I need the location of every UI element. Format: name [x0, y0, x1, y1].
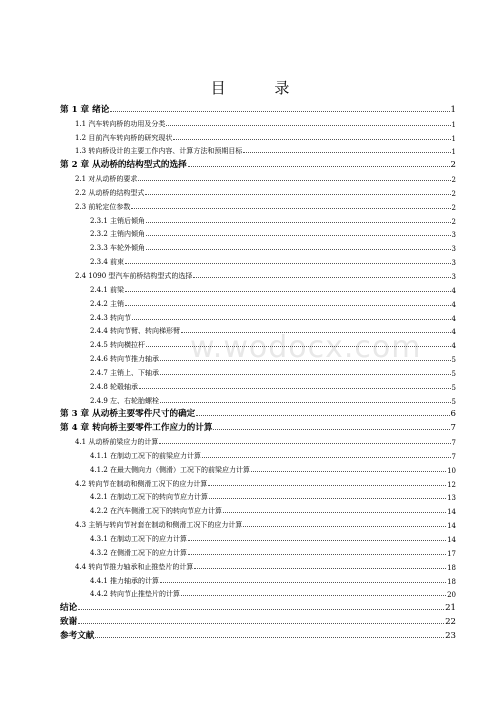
toc-entry-label: 4.3 主销与转向节衬套在制动和侧滑工况下的应力计算: [75, 521, 243, 530]
toc-entry[interactable]: [60, 406, 456, 420]
toc-entry[interactable]: [60, 558, 456, 572]
toc-entry-page: 7: [451, 452, 456, 461]
toc-entry-page: 4: [451, 286, 456, 295]
toc-dot-leader: [181, 332, 450, 333]
toc-dot-leader: [78, 623, 444, 624]
toc-entry-page: 3: [451, 259, 456, 268]
toc-entry[interactable]: [60, 143, 456, 157]
toc-entry-page: 13: [447, 494, 456, 503]
toc-entry[interactable]: [60, 295, 456, 309]
toc-dot-leader: [146, 346, 450, 347]
toc-dot-leader: [173, 139, 450, 140]
toc-dot-leader: [166, 125, 450, 126]
toc-entry[interactable]: [60, 378, 456, 392]
toc-entry-label: 2.4.1 前梁: [90, 285, 125, 294]
toc-entry-page: 2: [451, 189, 456, 198]
toc-entry[interactable]: [60, 198, 456, 212]
toc-entry-label: 第 1 章 绪论: [60, 104, 110, 115]
toc-dot-leader: [188, 554, 446, 555]
toc-dot-leader: [243, 526, 446, 527]
toc-dot-leader: [139, 388, 450, 389]
toc-dot-leader: [188, 166, 450, 167]
toc-entry[interactable]: [60, 309, 456, 323]
toc-entry[interactable]: [60, 572, 456, 586]
toc-entry-label: 致谢: [60, 617, 78, 628]
toc-dot-leader: [145, 194, 450, 195]
toc-dot-leader: [188, 540, 446, 541]
toc-entry-page: 14: [447, 508, 456, 517]
toc-entry[interactable]: [60, 212, 456, 226]
toc-entry[interactable]: [60, 392, 456, 406]
toc-entry-label: 第 3 章 从动桥主要零件尺寸的确定: [60, 409, 196, 420]
toc-entry-page: 1: [451, 120, 456, 129]
toc-entry-label: 2.4.6 转向节推力轴承: [90, 355, 160, 364]
toc-entry-page: 1: [451, 148, 456, 157]
toc-entry-label: 4.1.1 在制动工况下的前梁应力计算: [90, 451, 202, 460]
toc-entry[interactable]: [60, 170, 456, 184]
toc-dot-leader: [132, 319, 450, 320]
toc-entry-page: 2: [450, 160, 456, 171]
toc-entry-page: 6: [450, 409, 456, 420]
toc-entry-page: 14: [447, 522, 456, 531]
table-of-contents: [60, 101, 456, 641]
toc-entry-page: 5: [451, 397, 456, 406]
toc-entry[interactable]: [60, 253, 456, 267]
toc-dot-leader: [159, 443, 450, 444]
toc-dot-leader: [146, 222, 450, 223]
toc-entry-label: 2.4.7 主销上、下轴承: [90, 368, 160, 377]
toc-entry-label: 2.2 从动桥的结构型式: [75, 188, 145, 197]
toc-dot-leader: [131, 208, 450, 209]
toc-entry-page: 7: [451, 439, 456, 448]
toc-dot-leader: [213, 429, 449, 430]
toc-entry[interactable]: [60, 239, 456, 253]
toc-entry-page: 23: [445, 630, 456, 641]
toc-dot-leader: [146, 235, 450, 236]
watermark: w.wodocx.com: [190, 330, 422, 365]
toc-entry[interactable]: [60, 502, 456, 516]
toc-entry-page: 5: [451, 383, 456, 392]
toc-entry-page: 1: [450, 104, 456, 115]
toc-entry-label: 4.1 从动桥前梁应力的计算: [75, 438, 159, 447]
toc-dot-leader: [251, 471, 446, 472]
toc-entry[interactable]: [60, 364, 456, 378]
toc-entry-page: 2: [451, 176, 456, 185]
toc-entry[interactable]: [60, 129, 456, 143]
toc-entry-label: 4.1.2 在最大侧向力（侧滑）工况下的前梁应力计算: [90, 465, 251, 474]
toc-dot-leader: [125, 263, 450, 264]
toc-entry-label: 4.2.1 在制动工况下的转向节应力计算: [90, 493, 209, 502]
toc-dot-leader: [208, 485, 446, 486]
toc-entry-page: 3: [451, 245, 456, 254]
toc-entry-label: 第 4 章 转向桥主要零件工作应力的计算: [60, 423, 213, 434]
toc-dot-leader: [160, 360, 450, 361]
toc-entry[interactable]: [60, 586, 456, 600]
toc-entry-page: 7: [450, 423, 456, 434]
toc-entry[interactable]: [60, 530, 456, 544]
toc-dot-leader: [110, 111, 449, 112]
toc-entry-label: 4.4 转向节推力轴承和止推垫片的计算: [75, 562, 194, 571]
toc-dot-leader: [196, 415, 449, 416]
toc-entry[interactable]: [60, 419, 456, 433]
toc-entry-page: 1: [451, 134, 456, 143]
toc-dot-leader: [193, 277, 450, 278]
toc-dot-leader: [160, 374, 450, 375]
toc-entry[interactable]: [60, 433, 456, 447]
toc-entry-page: 4: [451, 314, 456, 323]
toc-entry[interactable]: [60, 489, 456, 503]
toc-entry-label: 结论: [60, 603, 78, 614]
toc-entry[interactable]: [60, 544, 456, 558]
toc-entry[interactable]: [60, 350, 456, 364]
toc-dot-leader: [202, 457, 450, 458]
toc-entry-page: 3: [451, 272, 456, 281]
toc-entry-page: 14: [447, 536, 456, 544]
toc-entry[interactable]: [60, 447, 456, 461]
toc-entry[interactable]: [60, 613, 456, 627]
toc-entry-label: 2.4 1090 型汽车前桥结构型式的选择: [75, 271, 193, 280]
toc-entry-label: 2.4.4 转向节臂、转向梯形臂: [90, 327, 181, 336]
toc-entry-page: 4: [451, 300, 456, 309]
toc-dot-leader: [160, 582, 446, 583]
toc-entry-label: 2.3.4 前束: [90, 258, 125, 267]
toc-entry[interactable]: [60, 461, 456, 475]
toc-entry-label: 4.4.2 转向节止推垫片的计算: [90, 590, 181, 599]
toc-entry-label: 2.3.3 车轮外倾角: [90, 244, 146, 253]
toc-entry-label: 2.4.9 左、右轮胎螺栓: [90, 396, 160, 405]
toc-entry-label: 2.4.5 转向横拉杆: [90, 341, 146, 350]
toc-entry[interactable]: [60, 156, 456, 170]
toc-entry-page: 5: [451, 369, 456, 378]
toc-entry[interactable]: [60, 101, 456, 115]
toc-entry-page: 17: [447, 549, 456, 558]
toc-entry-label: 参考文献: [60, 630, 95, 641]
toc-entry-page: 20: [447, 591, 456, 600]
toc-title: 目 录: [210, 79, 312, 97]
toc-dot-leader: [125, 291, 450, 292]
toc-entry-page: 3: [451, 231, 456, 240]
toc-entry-label: 第 2 章 从动桥的结构型式的选择: [60, 160, 187, 171]
toc-entry-page: 4: [451, 342, 456, 351]
toc-entry[interactable]: [60, 336, 456, 350]
toc-entry-page: 4: [451, 328, 456, 337]
toc-entry[interactable]: [60, 323, 456, 337]
toc-dot-leader: [138, 180, 450, 181]
toc-dot-leader: [146, 249, 450, 250]
toc-entry-label: 4.3.1 在制动工况下的应力计算: [90, 535, 188, 543]
toc-entry-label: 2.4.2 主销: [90, 299, 125, 308]
toc-entry-page: 5: [451, 356, 456, 365]
toc-entry-label: 2.1 对从动桥的要求: [75, 175, 138, 184]
toc-entry-page: 10: [447, 466, 456, 475]
toc-entry-page: 12: [447, 480, 456, 489]
toc-dot-leader: [181, 595, 446, 596]
toc-entry-label: 1.3 转向桥设计的主要工作内容、计算方法和预期目标: [75, 147, 243, 156]
toc-dot-leader: [194, 568, 446, 569]
toc-dot-leader: [95, 637, 444, 638]
toc-entry[interactable]: [60, 281, 456, 295]
toc-entry[interactable]: [60, 627, 456, 641]
toc-entry-page: 2: [451, 217, 456, 226]
toc-entry-label: 4.2 转向节在制动和侧滑工况下的应力计算: [75, 479, 208, 488]
toc-entry-label: 1.1 汽车转向桥的功用及分类: [75, 119, 166, 128]
toc-entry-label: 2.3.2 主销内倾角: [90, 230, 146, 239]
toc-entry-page: 21: [445, 603, 456, 614]
toc-entry[interactable]: [60, 599, 456, 613]
toc-dot-leader: [223, 512, 446, 513]
toc-entry-page: 22: [445, 617, 456, 628]
toc-entry-label: 4.4.1 推力轴承的计算: [90, 576, 160, 585]
toc-entry[interactable]: [60, 516, 456, 530]
toc-dot-leader: [160, 402, 450, 403]
toc-entry-page: 18: [447, 563, 456, 572]
toc-entry-label: 4.2.2 在汽车侧滑工况下的转向节应力计算: [90, 507, 223, 516]
toc-entry[interactable]: [60, 115, 456, 129]
toc-entry-page: 18: [447, 577, 456, 586]
toc-entry-label: 2.3.1 主销后倾角: [90, 216, 146, 225]
toc-entry[interactable]: [60, 475, 456, 489]
toc-entry[interactable]: [60, 267, 456, 281]
toc-entry-label: 1.2 目前汽车转向桥的研究现状: [75, 133, 173, 142]
toc-entry-label: 2.4.3 转向节: [90, 313, 132, 322]
toc-dot-leader: [209, 498, 446, 499]
toc-entry[interactable]: [60, 226, 456, 240]
toc-dot-leader: [243, 152, 450, 153]
toc-dot-leader: [78, 609, 444, 610]
toc-dot-leader: [125, 305, 450, 306]
toc-entry-label: 4.3.2 在侧滑工况下的应力计算: [90, 548, 188, 557]
toc-entry-label: 2.3 前轮定位参数: [75, 202, 131, 211]
toc-entry-page: 2: [451, 203, 456, 212]
toc-entry[interactable]: [60, 184, 456, 198]
toc-entry-label: 2.4.8 轮毂轴承: [90, 382, 139, 391]
